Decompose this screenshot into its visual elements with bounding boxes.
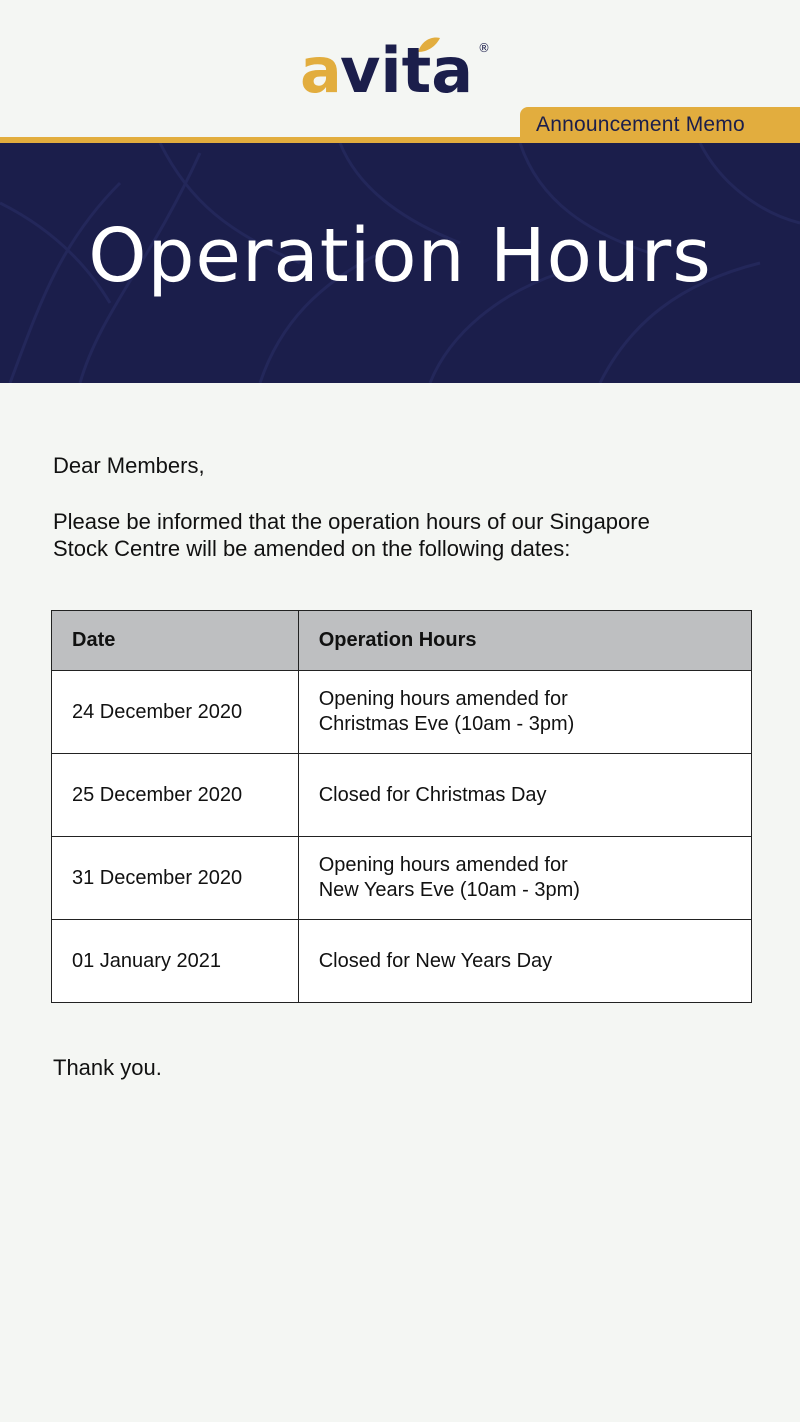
table-row (52, 920, 752, 1003)
table-header-row (52, 611, 752, 671)
table-row (52, 837, 752, 920)
salutation: Dear Members, (53, 453, 205, 478)
intro-line-1: Please be informed that the operation hours of our Singapore (53, 509, 650, 534)
header-date: Date (52, 611, 299, 671)
row-hours (298, 671, 751, 754)
table-row (52, 671, 752, 754)
page-title: Operation Hours (88, 213, 712, 299)
intro-line-2: Stock Centre will be amended on the following dates: (53, 536, 571, 561)
table-row (52, 754, 752, 837)
title-banner (0, 143, 800, 383)
operation-hours-table (51, 610, 752, 1003)
row-date: 24 December 2020 (52, 671, 299, 754)
registered-mark: ® (478, 41, 490, 55)
row-date: 25 December 2020 (52, 754, 299, 837)
logo-letters-vita: vita (340, 34, 474, 105)
row-date: 01 January 2021 (52, 920, 299, 1003)
row-hours-line: New Years Eve (10am - 3pm) (318, 879, 580, 901)
intro-paragraph (53, 508, 763, 562)
avita-logo (0, 30, 800, 110)
row-hours (298, 920, 751, 1003)
row-hours-line: Christmas Eve (10am - 3pm) (318, 713, 575, 735)
closing-text: Thank you. (53, 1055, 162, 1080)
row-hours-line: Closed for New Years Day (318, 949, 553, 972)
header-operation-hours: Operation Hours (298, 611, 751, 671)
announcement-memo-label: Announcement Memo (536, 112, 745, 136)
logo-letter-a: a (300, 34, 342, 105)
avita-logo-mark (300, 30, 500, 105)
row-hours-line: Closed for Christmas Day (318, 783, 547, 806)
row-hours-line: Opening hours amended for (318, 688, 568, 710)
row-hours (298, 837, 751, 920)
row-date: 31 December 2020 (52, 837, 299, 920)
row-hours (298, 754, 751, 837)
row-hours-line: Opening hours amended for (318, 854, 568, 876)
